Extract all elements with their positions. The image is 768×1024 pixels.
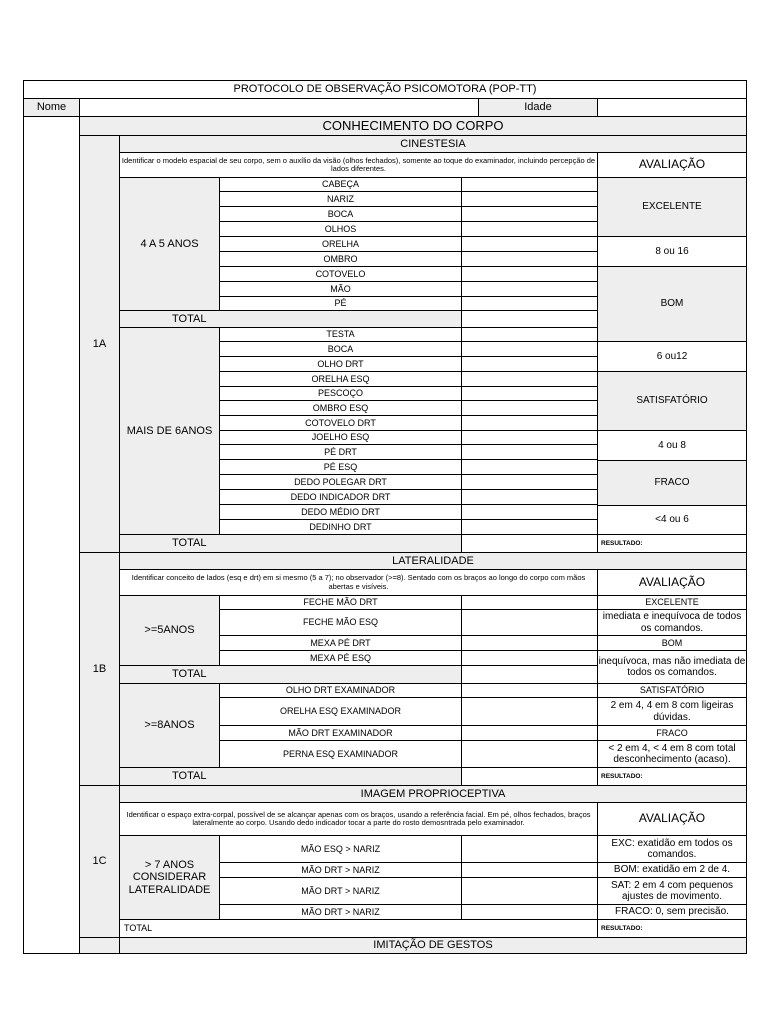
section-code-1a — [79, 135, 120, 553]
item-score-field[interactable] — [461, 177, 598, 192]
item-score-field[interactable] — [461, 650, 598, 666]
eval-level — [597, 740, 747, 768]
total-label-text: TOTAL — [172, 668, 207, 681]
item-label-text: OMBRO ESQ — [312, 402, 369, 413]
item-label-text: DEDO MÉDIO DRT — [301, 506, 380, 517]
form-title-text: PROTOCOLO DE OBSERVAÇÃO PSICOMOTORA (POP-TT) — [233, 83, 537, 96]
eval-level — [597, 505, 747, 535]
eval-level-text: EXCELENTE — [642, 201, 702, 213]
item-label-text: OMBRO — [323, 253, 358, 264]
eval-level-text: < 2 em 4, < 4 em 8 com total desconhecimento (acaso). — [608, 742, 736, 765]
item-label — [219, 697, 462, 726]
section-1c-eval-label-text: AVALIAÇÃO — [638, 811, 706, 826]
age-group-5-plus-text: >=5ANOS — [144, 624, 195, 637]
item-label-text: PESCOÇO — [317, 388, 363, 399]
item-score-field[interactable] — [461, 595, 598, 610]
section-code-1c — [79, 785, 120, 938]
item-label — [219, 519, 462, 535]
item-label — [219, 177, 462, 192]
item-label — [219, 595, 462, 610]
section-1b-eval-label-text: AVALIAÇÃO — [638, 574, 706, 589]
eval-level — [597, 635, 747, 651]
section-1b-instruction — [119, 569, 598, 596]
item-label — [219, 296, 462, 311]
total-label-text: TOTAL — [172, 770, 207, 783]
item-label-text: CABEÇA — [321, 179, 359, 190]
section-code-1b-text: 1B — [92, 662, 107, 675]
section-1c-title — [119, 785, 747, 803]
age-group-4-5 — [119, 177, 220, 311]
item-score-field[interactable] — [461, 862, 598, 878]
item-label — [219, 835, 462, 863]
eval-level-text: 2 em 4, 4 em 8 com ligeiras dúvidas. — [610, 700, 734, 723]
item-label-text: ORELHA ESQ — [311, 373, 370, 384]
result-field[interactable] — [597, 534, 747, 553]
age-group-7-plus — [119, 835, 220, 920]
total-field[interactable] — [461, 665, 598, 684]
item-label — [219, 444, 462, 460]
age-group-8-plus-text: >=8ANOS — [144, 719, 195, 732]
name-label-text: Nome — [36, 101, 67, 114]
item-label — [219, 281, 462, 297]
item-score-field[interactable] — [461, 740, 598, 768]
total-label — [119, 310, 462, 328]
section-title — [79, 116, 747, 136]
eval-level — [597, 430, 747, 461]
item-score-field[interactable] — [461, 489, 598, 505]
item-label-text: DEDO INDICADOR DRT — [290, 491, 391, 502]
age-field[interactable] — [597, 98, 747, 117]
item-label-text: TESTA — [326, 329, 355, 340]
item-label — [219, 191, 462, 207]
section-code-1a-text: 1A — [92, 337, 107, 350]
eval-level-text: FRACO: 0, sem precisão. — [615, 906, 729, 918]
item-label — [219, 459, 462, 475]
section-1b-title — [119, 552, 747, 570]
item-score-field[interactable] — [461, 266, 598, 282]
eval-level-text: FRACO — [656, 727, 688, 738]
section-code-1c-text: 1C — [92, 855, 107, 868]
item-label-text: OLHO DRT — [317, 358, 364, 369]
item-label-text: NARIZ — [327, 193, 354, 204]
section-1c-title-text: IMAGEM PROPRIOCEPTIVA — [360, 787, 506, 800]
section-1a-instruction-text: Identificar o modelo espacial de seu corpo, sem o auxílio da visão (olhos fechados), somente ao toque do examinador, incluindo percepção de lados diferentes. — [121, 155, 596, 173]
item-label-text: MÃO ESQ > NARIZ — [300, 843, 381, 854]
item-label — [219, 415, 462, 431]
item-label — [219, 400, 462, 416]
item-label — [219, 862, 462, 878]
item-score-field[interactable] — [461, 697, 598, 726]
age-group-7-plus-text: > 7 ANOS CONSIDERAR LATERALIDADE — [128, 859, 211, 896]
section-1c-instruction-text: Identificar o espaço extra-corpal, possível de se alcançar apenas com os braços, usando a referência facial. Em pé, olhos fechados, braços lateralmente ao corpo. Usando dedo indicador tocar a parte do rosto demosntrada pelo examinador. — [126, 809, 591, 827]
item-label — [219, 504, 462, 520]
result-field-text: RESULTADO: — [601, 772, 643, 780]
total-label — [119, 665, 462, 684]
total-label — [119, 767, 462, 786]
item-label — [219, 371, 462, 387]
total-label-text: TOTAL — [172, 537, 207, 550]
item-label-text: PÉ — [334, 298, 347, 309]
item-label — [219, 356, 462, 372]
section-1a-title — [119, 135, 747, 153]
eval-level — [597, 835, 747, 863]
item-label — [219, 221, 462, 237]
item-score-field[interactable] — [461, 386, 598, 401]
item-label — [219, 740, 462, 768]
eval-level — [597, 236, 747, 267]
item-score-field[interactable] — [461, 459, 598, 475]
eval-level — [597, 650, 747, 684]
item-score-field[interactable] — [461, 221, 598, 237]
section-code-1b — [79, 552, 120, 786]
item-label — [219, 683, 462, 698]
eval-level-text: 4 ou 8 — [658, 439, 686, 451]
item-score-field[interactable] — [461, 444, 598, 460]
item-label-text: OLHO DRT EXAMINADOR — [285, 685, 396, 696]
left-margin-column — [23, 116, 80, 954]
age-group-6-plus — [119, 327, 220, 535]
eval-level-text: inequívoca, mas não imediata de todos os comandos. — [598, 655, 746, 678]
eval-level — [597, 697, 747, 726]
item-label — [219, 236, 462, 252]
item-label-text: FECHE MÃO ESQ — [302, 617, 378, 628]
item-label — [219, 474, 462, 490]
eval-level — [597, 683, 747, 698]
item-label-text: BOCA — [327, 343, 354, 354]
total-field[interactable] — [461, 534, 598, 553]
item-score-field[interactable] — [461, 281, 598, 297]
eval-level-text: imediata e inequívoca de todos os comandos. — [602, 611, 742, 634]
item-score-field[interactable] — [461, 400, 598, 416]
item-score-field[interactable] — [461, 725, 598, 741]
item-label-text: PÉ ESQ — [323, 461, 358, 472]
eval-level-text: 8 ou 16 — [655, 245, 689, 257]
result-field[interactable] — [597, 767, 747, 786]
eval-level-text: EXCELENTE — [645, 597, 699, 608]
item-label-text: MÃO DRT > NARIZ — [301, 906, 380, 917]
eval-level — [597, 460, 747, 506]
eval-level-text: SAT: 2 em 4 com pequenos ajustes de movimento. — [610, 879, 734, 902]
item-label — [219, 725, 462, 741]
total-field[interactable] — [461, 767, 598, 786]
eval-level-text: BOM: exatidão em 2 de 4. — [613, 864, 731, 876]
eval-level — [597, 341, 747, 372]
item-label — [219, 877, 462, 905]
eval-level-text: SATISFATÓRIO — [636, 395, 708, 407]
item-label-text: MEXA PÉ ESQ — [309, 652, 372, 663]
section-1a-eval-label-text: AVALIAÇÃO — [638, 157, 706, 172]
section-1c-eval-label — [597, 802, 747, 836]
name-label — [23, 98, 80, 117]
total-label-text: TOTAL — [172, 312, 207, 325]
item-score-field[interactable] — [461, 415, 598, 431]
eval-level — [597, 177, 747, 237]
total-label — [119, 534, 462, 553]
item-label-text: ORELHA — [321, 238, 359, 249]
item-score-field[interactable] — [461, 371, 598, 387]
item-label — [219, 904, 462, 920]
item-label — [219, 650, 462, 666]
item-label-text: ORELHA ESQ EXAMINADOR — [279, 706, 402, 717]
item-score-field[interactable] — [461, 504, 598, 520]
eval-level-text: EXC: exatidão em todos os comandos. — [611, 837, 733, 860]
eval-level — [597, 725, 747, 741]
section-1c-instruction — [119, 802, 598, 836]
item-label — [219, 206, 462, 222]
eval-level — [597, 862, 747, 878]
form-title — [23, 80, 747, 99]
item-label-text: MÃO DRT > NARIZ — [301, 885, 380, 896]
eval-level — [597, 877, 747, 905]
item-score-field[interactable] — [461, 430, 598, 445]
item-label-text: OLHOS — [324, 223, 357, 234]
eval-level — [597, 595, 747, 610]
eval-level-text: BOM — [660, 298, 684, 310]
section-1d-title-text: IMITAÇÃO DE GESTOS — [373, 939, 493, 952]
item-score-field[interactable] — [461, 356, 598, 372]
item-label-text: COTOVELO DRT — [305, 417, 376, 428]
item-label-text: MEXA PÉ DRT — [310, 637, 371, 648]
name-field[interactable] — [79, 98, 479, 117]
eval-level — [597, 904, 747, 920]
section-1a-eval-label — [597, 152, 747, 178]
item-label-text: JOELHO ESQ — [311, 432, 370, 443]
total-label-text: TOTAL — [124, 923, 153, 934]
section-code-1d — [79, 937, 120, 954]
section-1a-instruction — [119, 152, 598, 178]
item-label-text: MÃO DRT EXAMINADOR — [288, 727, 393, 738]
age-group-4-5-text: 4 A 5 ANOS — [140, 237, 199, 250]
item-label-text: DEDINHO DRT — [309, 521, 372, 532]
section-1a-title-text: CINESTESIA — [400, 137, 466, 150]
item-label-text: BOCA — [327, 208, 354, 219]
section-1d-title — [119, 937, 747, 954]
eval-level-text: SATISFATÓRIO — [639, 685, 705, 696]
section-1b-instruction-text: Identificar conceito de lados (esq e drt) em si mesmo (5 a 7); no observador (>=8). Sentado com os braços ao longo do corpo com mãos abertas e visíveis. — [131, 573, 586, 591]
age-group-5-plus — [119, 595, 220, 666]
item-label-text: MÃO DRT > NARIZ — [301, 864, 380, 875]
eval-level-text: BOM — [661, 637, 683, 648]
item-score-field[interactable] — [461, 835, 598, 863]
item-score-field[interactable] — [461, 877, 598, 905]
item-score-field[interactable] — [461, 635, 598, 651]
age-group-8-plus — [119, 683, 220, 768]
item-score-field[interactable] — [461, 236, 598, 252]
item-label — [219, 489, 462, 505]
section-1b-title-text: LATERALIDADE — [392, 554, 474, 567]
eval-level — [597, 609, 747, 636]
age-label — [478, 98, 598, 117]
item-label — [219, 327, 462, 342]
item-label — [219, 430, 462, 445]
item-label — [219, 341, 462, 357]
item-label — [219, 609, 462, 636]
eval-level — [597, 266, 747, 342]
age-group-6-plus-text: MAIS DE 6ANOS — [126, 424, 213, 437]
result-field[interactable] — [597, 919, 747, 938]
item-score-field[interactable] — [461, 341, 598, 357]
item-score-field[interactable] — [461, 206, 598, 222]
item-score-field[interactable] — [461, 683, 598, 698]
result-field-text: RESULTADO: — [601, 539, 643, 547]
item-score-field[interactable] — [461, 519, 598, 535]
section-title-text: CONHECIMENTO DO CORPO — [322, 117, 504, 133]
item-score-field[interactable] — [461, 296, 598, 311]
item-label-text: FECHE MÃO DRT — [303, 597, 378, 608]
item-score-field[interactable] — [461, 251, 598, 267]
item-score-field[interactable] — [461, 191, 598, 207]
item-score-field[interactable] — [461, 904, 598, 920]
item-label-text: MÃO — [330, 283, 351, 294]
section-1b-eval-label — [597, 569, 747, 596]
eval-level-text: 6 ou12 — [656, 350, 688, 362]
total-field[interactable] — [461, 310, 598, 328]
item-label — [219, 386, 462, 401]
item-label-text: PERNA ESQ EXAMINADOR — [282, 748, 399, 759]
result-field-text: RESULTADO: — [601, 924, 643, 932]
item-score-field[interactable] — [461, 474, 598, 490]
item-label — [219, 266, 462, 282]
eval-level — [597, 371, 747, 431]
eval-level-text: FRACO — [654, 477, 690, 489]
item-score-field[interactable] — [461, 609, 598, 636]
item-label-text: DEDO POLEGAR DRT — [294, 476, 387, 487]
total-label — [119, 919, 598, 938]
age-label-text: Idade — [524, 101, 552, 114]
item-label — [219, 635, 462, 651]
item-label-text: COTOVELO — [315, 268, 366, 279]
item-label — [219, 251, 462, 267]
item-label-text: PÉ DRT — [324, 446, 357, 457]
item-score-field[interactable] — [461, 327, 598, 342]
eval-level-text: <4 ou 6 — [655, 514, 689, 526]
